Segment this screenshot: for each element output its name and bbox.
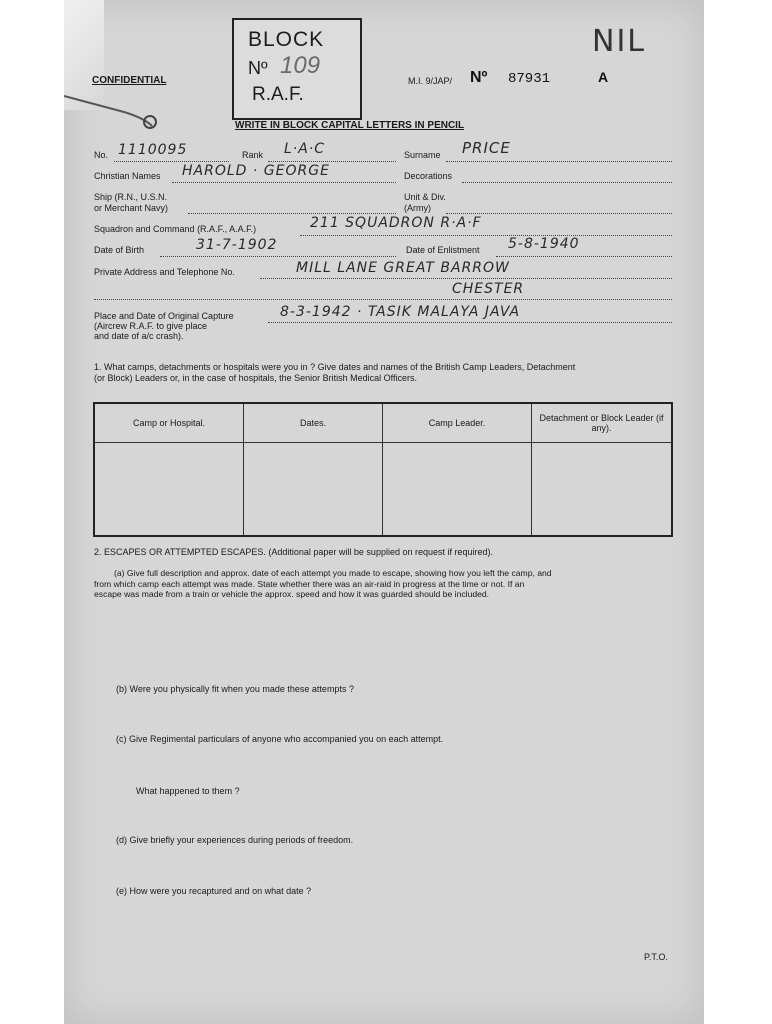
question-2e: (e) How were you recaptured and on what date ? (116, 886, 312, 896)
rank-value: L·A·C (284, 141, 326, 157)
question-2a (94, 568, 684, 600)
form-page (64, 0, 704, 1024)
camps-table-header (94, 403, 672, 443)
rank-label: Rank (242, 150, 264, 160)
no-label: No. (94, 150, 109, 160)
instruction-heading: WRITE IN BLOCK CAPITAL LETTERS IN PENCIL (235, 120, 465, 131)
cell-detachment[interactable] (532, 443, 673, 537)
nil-annotation: NIL (592, 24, 647, 59)
capture-label-1: Place and Date of Original Capture (94, 311, 234, 321)
form-suffix: A (598, 69, 609, 85)
capture-value: 8-3-1942 · TASIK MALAYA JAVA (280, 304, 521, 320)
question-1-line-2: (or Block) Leaders or, in the case of hospitals, the Senior British Medical Officers. (94, 373, 417, 383)
form-reference: M.I. 9/JAP/ (408, 76, 453, 86)
unit-label-1: Unit & Div. (404, 192, 446, 202)
question-2a-line-3: escape was made from a train or vehicle the approx. speed and how it was guarded should be included. (94, 589, 490, 599)
address-value-2: CHESTER (452, 281, 525, 297)
unit-label-2: (Army) (404, 203, 431, 213)
enlistment-label: Date of Enlistment (406, 245, 480, 255)
question-2a-line-2: from which camp each attempt was made. State whether there was an air-raid in progress at the time or not. If an (94, 578, 525, 589)
squadron-value: 211 SQUADRON R·A·F (310, 215, 482, 231)
camps-table-row (94, 443, 672, 537)
christian-names-value: HAROLD · GEORGE (182, 163, 330, 179)
block-stamp (232, 18, 362, 120)
decorations-label: Decorations (404, 171, 453, 181)
stamp-line-3: R.A.F. (252, 84, 304, 105)
confidential-label: CONFIDENTIAL (92, 75, 167, 86)
camps-table (93, 402, 673, 537)
cell-dates[interactable] (244, 443, 383, 537)
stamp-line-2-number: 109 (280, 52, 321, 79)
col-detachment-leader: Detachment or Block Leader (if any). (532, 403, 673, 443)
address-label: Private Address and Telephone No. (94, 267, 235, 277)
question-1-text (94, 362, 674, 384)
number-symbol: Nº (470, 69, 488, 86)
dob-label: Date of Birth (94, 245, 145, 255)
form-number: 87931 (508, 71, 551, 87)
string-tie (64, 86, 164, 136)
col-camp-leader: Camp Leader. (383, 403, 532, 443)
col-dates: Dates. (244, 403, 383, 443)
cell-leader[interactable] (383, 443, 532, 537)
capture-label-3: and date of a/c crash). (94, 331, 184, 341)
stamp-line-2-prefix: Nº (248, 58, 268, 78)
enlistment-value: 5-8-1940 (508, 236, 580, 252)
stamp-line-1: BLOCK (248, 28, 325, 51)
question-2a-line-1: (a) Give full description and approx. date of each attempt you made to escape, showing how you left the camp, and (114, 568, 552, 578)
ship-label-2: or Merchant Navy) (94, 203, 169, 213)
question-2-title: 2. ESCAPES OR ATTEMPTED ESCAPES. (Additional paper will be supplied on request if required). (94, 547, 494, 557)
question-2c: (c) Give Regimental particulars of anyone who accompanied you on each attempt. (116, 734, 444, 744)
cell-camp[interactable] (94, 443, 244, 537)
pto-label: P.T.O. (644, 952, 668, 962)
christian-names-label: Christian Names (94, 171, 161, 181)
question-1-line-1: 1. What camps, detachments or hospitals were you in ? Give dates and names of the British Camp Leaders, Detachment (94, 362, 576, 372)
col-camp-or-hospital: Camp or Hospital. (94, 403, 244, 443)
address-value-1: MILL LANE GREAT BARROW (296, 260, 510, 276)
no-value: 1110095 (118, 142, 188, 158)
surname-value: PRICE (462, 139, 511, 157)
squadron-label: Squadron and Command (R.A.F., A.A.F.) (94, 224, 257, 234)
question-2b: (b) Were you physically fit when you made these attempts ? (116, 684, 354, 694)
dob-value: 31-7-1902 (196, 237, 278, 253)
question-2c-sub: What happened to them ? (136, 786, 240, 796)
capture-label-2: (Aircrew R.A.F. to give place (94, 321, 208, 331)
question-2d: (d) Give briefly your experiences during periods of freedom. (116, 835, 354, 845)
ship-label-1: Ship (R.N., U.S.N. (94, 192, 168, 202)
surname-label: Surname (404, 150, 441, 160)
